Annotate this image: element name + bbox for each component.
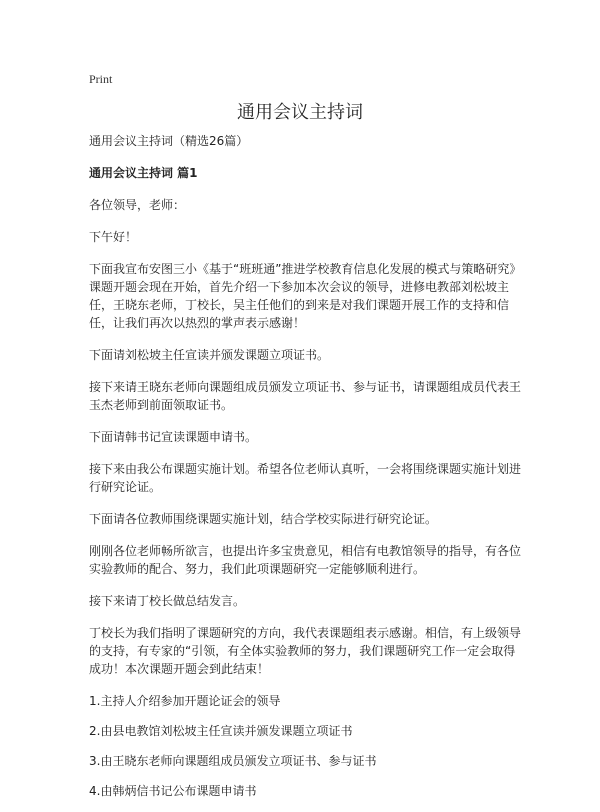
paragraph-summary-speech: 接下来请丁校长做总结发言。 — [89, 594, 246, 608]
list-item: 4.由韩炳信书记公布课题申请书 — [89, 784, 257, 798]
paragraph-good-afternoon: 下午好！ — [89, 230, 138, 244]
subtitle: 通用会议主持词（精选26篇） — [89, 134, 249, 148]
paragraph-opening: 下面我宣布安图三小《基于“班班通”推进学校教育信息化发展的模式与策略研究》课题开题会现在开始，首先介绍一下参加本次会议的领导，进修电教部刘松坡主任，王晓东老师，丁校长，吴主任他们的到来是对我们课题开展工作的支持和信任，让我们再次以热烈的掌声表示感谢！ — [89, 262, 522, 330]
list-item: 2.由县电教馆刘松坡主任宣读并颁发课题立项证书 — [89, 724, 353, 738]
page-title: 通用会议主持词 — [237, 102, 363, 123]
paragraph-certificate: 下面请刘松坡主任宣读并颁发课题立项证书。 — [89, 348, 330, 362]
paragraph-application: 下面请韩书记宣读课题申请书。 — [89, 430, 258, 444]
paragraph-feedback: 刚刚各位老师畅所欲言，也提出许多宝贵意见，相信有电教馆领导的指导，有各位实验教师的配合、努力，我们此项课题研究一定能够顺利进行。 — [89, 544, 522, 576]
paragraph-issue-certificates: 接下来请王晓东老师向课题组成员颁发立项证书、参与证书，请课题组成员代表王玉杰老师到前面领取证书。 — [89, 380, 522, 412]
paragraph-discussion: 下面请各位教师围绕课题实施计划，结合学校实际进行研究论证。 — [89, 512, 438, 526]
paragraph-plan: 接下来由我公布课题实施计划。希望各位老师认真听，一会将围绕课题实施计划进行研究论证。 — [89, 462, 522, 494]
list-item: 3.由王晓东老师向课题组成员颁发立项证书、参与证书 — [89, 754, 377, 768]
print-link[interactable]: Print — [89, 72, 113, 86]
section-heading: 通用会议主持词 篇1 — [89, 166, 198, 180]
document-body — [89, 132, 523, 812]
list-item: 1.主持人介绍参加开题论证会的领导 — [89, 694, 281, 708]
paragraph-closing: 丁校长为我们指明了课题研究的方向，我代表课题组表示感谢。相信，有上级领导的支持，有专家的“引领，有全体实验教师的努力，我们课题研究工作一定会取得成功！本次课题开题会到此结束！ — [89, 626, 522, 676]
paragraph-greeting: 各位领导，老师： — [89, 198, 186, 212]
